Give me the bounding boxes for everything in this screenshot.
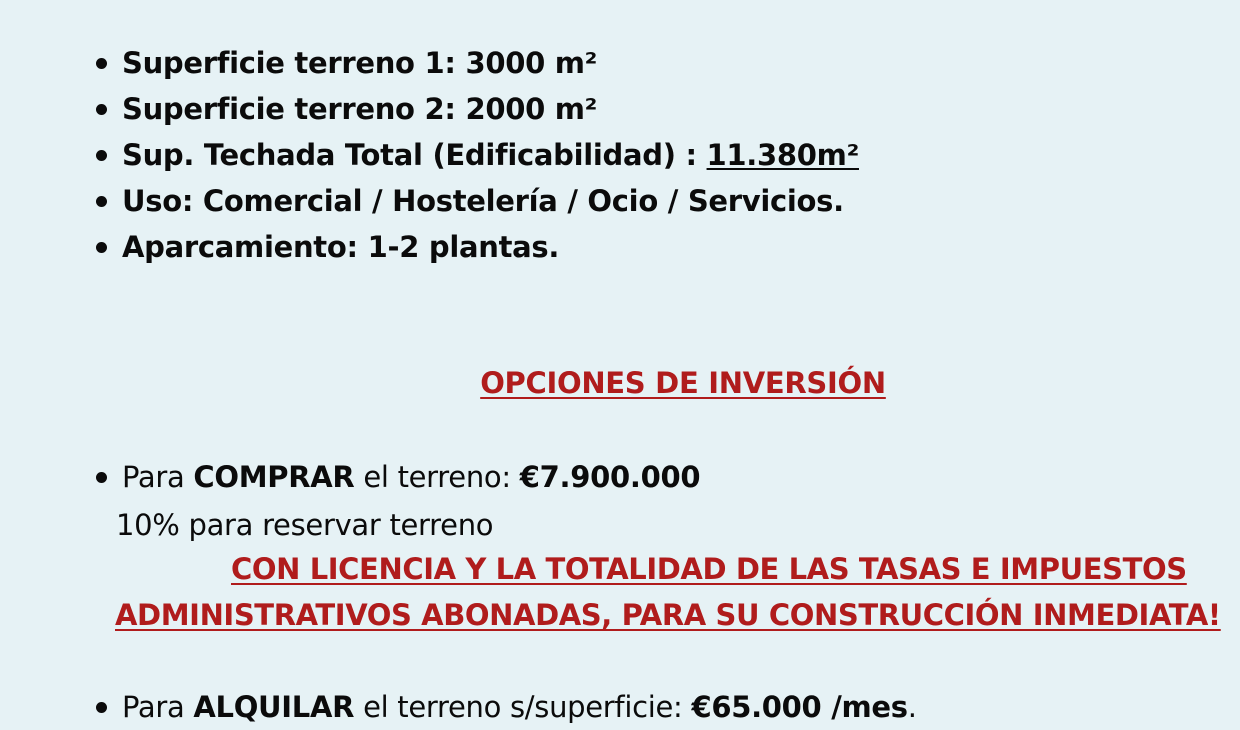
- specs-list: [92, 40, 859, 270]
- bullet-icon: [96, 472, 107, 483]
- buy-prefix: Para: [122, 460, 194, 494]
- reserve-note: 10% para reservar terreno: [116, 508, 494, 542]
- rent-prefix: Para: [122, 690, 194, 724]
- list-item: [92, 178, 859, 224]
- notice-line-2: ADMINISTRATIVOS ABONADAS, PARA SU CONSTRUCCIÓN INMEDIATA!: [115, 598, 1221, 632]
- list-item: [92, 224, 859, 270]
- bullet-icon: [96, 150, 107, 161]
- bullet-icon: [96, 196, 107, 207]
- spec-text: Superficie terreno 1: 3000 m²: [122, 46, 598, 80]
- list-item: [92, 132, 859, 178]
- buy-option: [92, 454, 700, 500]
- section-heading: OPCIONES DE INVERSIÓN: [480, 366, 886, 400]
- rent-keyword: ALQUILAR: [193, 690, 355, 724]
- rent-option: [92, 684, 917, 730]
- bullet-icon: [96, 702, 107, 713]
- bullet-icon: [96, 58, 107, 69]
- buy-middle: el terreno:: [354, 460, 520, 494]
- bullet-icon: [96, 242, 107, 253]
- spec-text: Aparcamiento: 1-2 plantas.: [122, 230, 560, 264]
- spec-text: Superficie terreno 2: 2000 m²: [122, 92, 598, 126]
- spec-value: 11.380m²: [706, 138, 859, 172]
- spec-text: Sup. Techada Total (Edificabilidad) :: [122, 138, 707, 172]
- notice-line-1: CON LICENCIA Y LA TOTALIDAD DE LAS TASAS E IMPUESTOS: [231, 552, 1187, 586]
- buy-price: €7.900.000: [519, 460, 701, 494]
- buy-keyword: COMPRAR: [193, 460, 355, 494]
- bullet-icon: [96, 104, 107, 115]
- list-item: [92, 86, 859, 132]
- rent-price: €65.000 /mes: [691, 690, 908, 724]
- rent-suffix: .: [907, 690, 917, 724]
- list-item: [92, 40, 859, 86]
- spec-text: Uso: Comercial / Hostelería / Ocio / Servicios.: [122, 184, 844, 218]
- rent-middle: el terreno s/superficie:: [354, 690, 692, 724]
